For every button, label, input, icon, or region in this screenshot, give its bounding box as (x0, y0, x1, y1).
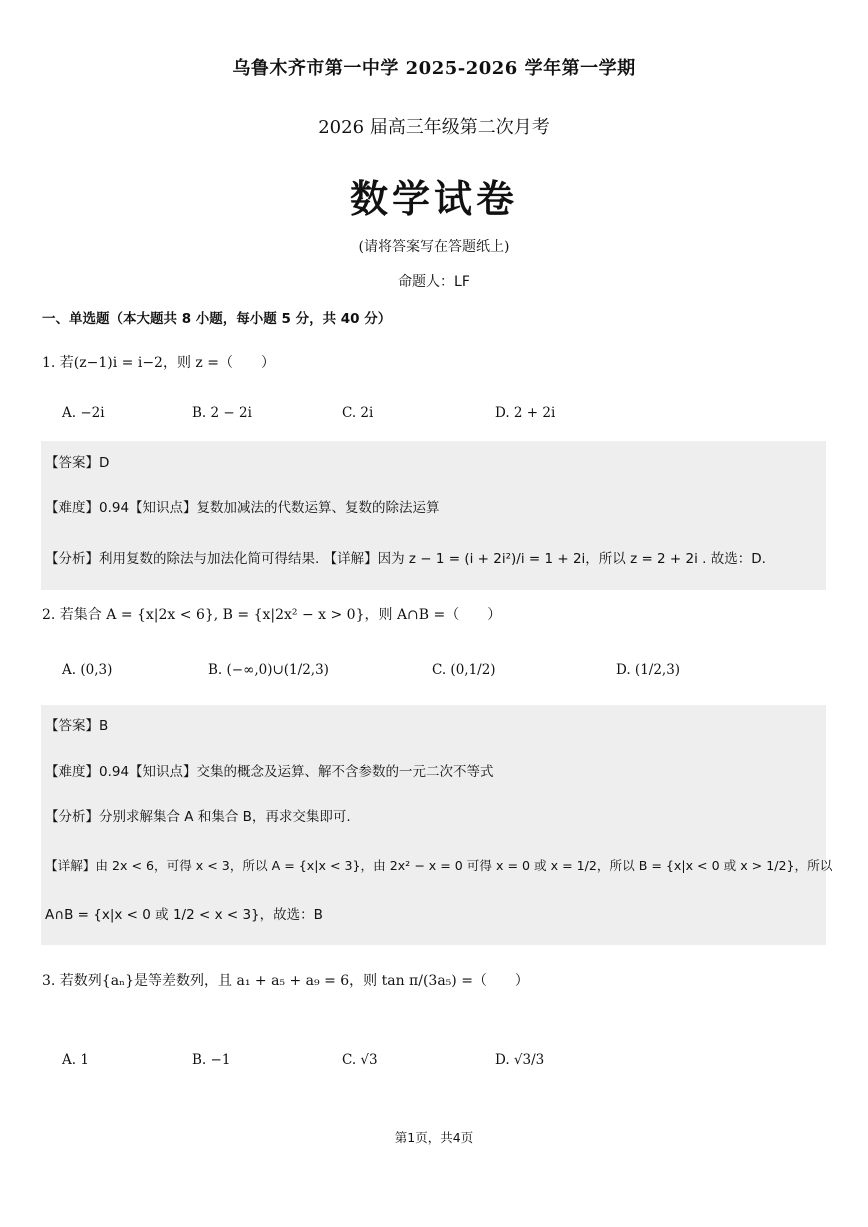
question-2-option-a: A. (0,3) (62, 662, 113, 678)
question-3-stem: 3. 若数列{aₙ}是等差数列，且 a₁ + a₅ + a₉ = 6，则 tan π/(3a₅) =（ ） (42, 973, 529, 989)
question-2-stem: 2. 若集合 A = {x|2x < 6}, B = {x|2x² − x > 0}，则 A∩B =（ ） (42, 607, 502, 623)
question-1-answer: 【答案】D (45, 455, 110, 471)
question-1-stem: 1. 若(z−1)i = i−2，则 z =（ ） (42, 355, 275, 371)
question-2-detail-line-2: A∩B = {x|x < 0 或 1/2 < x < 3}，故选：B (45, 907, 323, 923)
question-2-difficulty: 【难度】0.94【知识点】交集的概念及运算、解不含参数的一元二次不等式 (45, 764, 494, 780)
question-2-analysis: 【分析】分别求解集合 A 和集合 B，再求交集即可. (45, 809, 351, 825)
question-3-option-b: B. −1 (192, 1052, 231, 1068)
answer-note: (请将答案写在答题纸上) (358, 239, 510, 255)
question-1-solution-box (41, 441, 826, 590)
question-2-option-c: C. (0,1/2) (432, 662, 496, 678)
question-1-option-d: D. 2 + 2i (495, 405, 556, 421)
paper-title: 数学试卷 (349, 176, 518, 221)
exam-heading: 2026 届高三年级第二次月考 (318, 117, 550, 138)
school-term-heading: 乌鲁木齐市第一中学 2025-2026 学年第一学期 (232, 58, 636, 79)
question-2-option-d: D. (1/2,3) (616, 662, 681, 678)
question-2-answer: 【答案】B (45, 718, 109, 734)
question-2-detail-line-1: 【详解】由 2x < 6，可得 x < 3，所以 A = {x|x < 3}，由 2x² − x = 0 可得 x = 0 或 x = 1/2，所以 B = {x|x < 0 或 x > 1/2}，所以 (45, 858, 833, 873)
question-1-option-a: A. −2i (62, 405, 105, 421)
question-1-difficulty: 【难度】0.94【知识点】复数加减法的代数运算、复数的除法运算 (45, 500, 440, 516)
question-1-option-b: B. 2 − 2i (192, 405, 252, 421)
question-1-option-c: C. 2i (342, 405, 374, 421)
author-line: 命题人：LF (398, 274, 470, 290)
page-footer: 第1页，共4页 (394, 1130, 474, 1145)
question-1-analysis: 【分析】利用复数的除法与加法化简可得结果. 【详解】因为 z − 1 = (i + 2i²)/i = 1 + 2i，所以 z = 2 + 2i . 故选：D. (45, 551, 766, 567)
question-2-solution-box (41, 705, 833, 945)
question-3-option-d: D. √3/3 (495, 1052, 545, 1068)
question-3-option-a: A. 1 (62, 1052, 89, 1068)
section-title: 一、单选题（本大题共 8 小题，每小题 5 分，共 40 分） (42, 311, 392, 327)
question-2-option-b: B. (−∞,0)∪(1/2,3) (208, 662, 329, 678)
question-3-option-c: C. √3 (342, 1052, 378, 1068)
